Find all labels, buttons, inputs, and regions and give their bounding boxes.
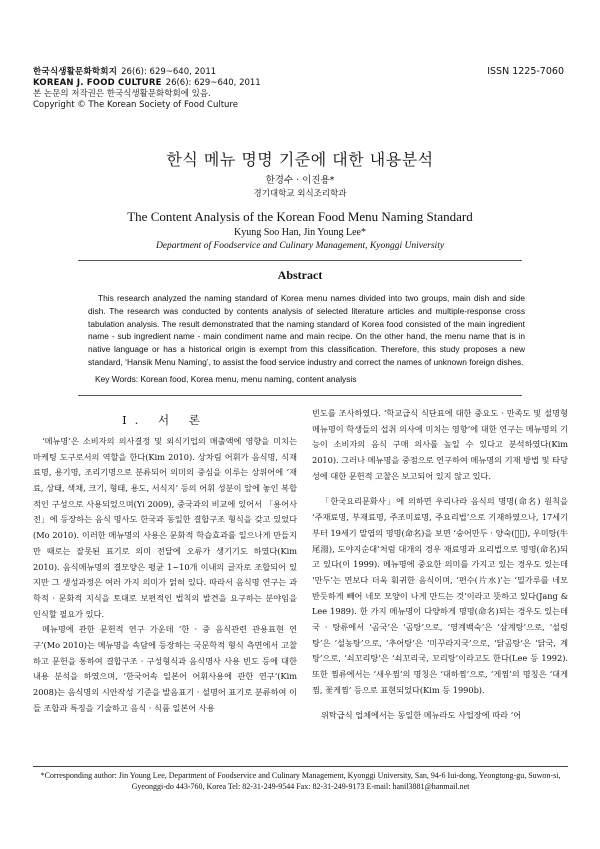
authors-en: Kyung Soo Han, Jin Young Lee* (234, 227, 366, 238)
right-column (312, 406, 568, 724)
abstract-top-rule (78, 260, 522, 261)
journal-name-en: KOREAN J. FOOD CULTURE (33, 78, 162, 88)
copyright-line: Copyright © The Korean Society of Food Culture (33, 100, 238, 110)
right-paragraph-2: 「한국요리문화사」에 의하면 우리나라 음식의 명명(命名) 원칙을 ‘주재료명, 부재료명, 주조미료명, 주요리법’으로 기재하였으나, 17세기부터 19세기 말엽의 명명(命名)을 보면 ‘숭어만두 · 양숙(𦡙熟), 우미탕(牛尾湯), 도야지순대’처럼 대개의 경우 재료명과 요리법으로 명명(命名)되고 있다(이 1999). 메뉴명에 중요한 의미를 가지고 있는 경우도 있는데 ‘만두’는 면보다 더욱 훠귀한 음식이며, ‘편수(片水)’는 ‘밀가루를 네모 반듯하게 빼어 네모 모양이 나게 만드는 것’이라고 뜻하고 있다(Jang & Lee 1989). 한 가지 메뉴명이 다양하게 명명(命名)되는 경우도 있는데 국 · 탕류에서 ‘곰국’은 ‘곰탕’으로, ‘영계백숙’은 ‘삼계탕’으로, ‘설렁탕’은 ‘설농탕’으로, ‘추어탕’은 ‘미꾸라지국’으로, ‘닭곰탕’은 ‘닭국, 계탕’으로, ‘쇠꼬리탕’은 ‘쇠꼬리국, 꼬리탕’이라고도 한다(Lee 등 1992). 또한 찜류에서는 ‘새우찜’의 명칭은 ‘대하찜’으로, ‘게찜’의 명칭은 ‘대게찜, 꽃게찜’ 등으로 표현되었다(Kim 등 1990b). (312, 496, 568, 695)
left-paragraph-1: ‘메뉴명’은 소비자의 의사결정 및 외식기업의 매출액에 영향을 미치는 마케팅 도구로서의 역할을 한다(Kim 2010). 상차림 어휘가 음식명, 식재료명, 용기명, 조리기명으로 분류되어 의미의 중심을 이루는 상위어에 ‘재료, 상태, 색채, 크기, 형태, 용도, 서식지’ 등의 어휘 성분이 앞에 놓인 복합적인 구성으로 사용되었으며(Yi 2009), 중국과의 비교에 있어서 「용어사전」에 등장하는 음식 명사도 한국과 동일한 결합구조 형식을 갖고 있었다(Mo 2010). 이러한 메뉴명의 사용은 문화적 학습효과를 일으나게 만들지만 때로는 잘못된 표기로 의미 전달에 오류가 생기기도 하였다(Kim 2010). 음식메뉴명의 결모양은 평균 1~10개 이내의 글자로 조합되어 있지만 그 생성과정은 여러 가지 의미가 얽혀 있다. 따라서 음식명 연구는 과학적 · 문화적 지식을 토대로 보편적인 법칙의 발견을 요구하는 분야임을 인식할 필요가 있다. (33, 436, 297, 619)
journal-line-en (33, 78, 261, 89)
affiliation-kr: 경기대학교 외식조리학과 (253, 189, 347, 199)
copyright-notice-kr: 본 논문의 저작권은 한국식생활문화학회에 있음. (33, 89, 211, 99)
affiliation-en: Department of Foodservice and Culinary Management, Kyonggi University (155, 241, 445, 251)
section-heading: I. 서 론 (122, 413, 208, 427)
corresponding-author-footnote: *Corresponding author: Jin Young Lee, Department of Foodservice and Culinary Management, Kyonggi University, San, 94-6 Iui-dong, Yeongtong-gu, Suwon-si, Gyeonggi-do 443-760, Korea Tel: 82-31-249-9544 Fax: 82-31-249-9173 E-mail: hanil3881@hanmail.net (40, 771, 561, 791)
abstract-text: This research analyzed the naming standard of Korea menu names divided into two groups, main dish and side dish. The research was conducted by contents analysis of selected literature articles and multiple-response cross tabulation analysis. The result demonstrated that the naming standard of Korea food consisted of the main ingredient name - sub ingredient name - main condiment name and main recipe. On the other hand, the menu name that is in native language or has a historical origin is exempt from this classification. Therefore, this study proposes a new standard, ‘Hansik Menu Naming’, to assist the food service industry and correct the names of unknown foreign dishes. (88, 293, 525, 367)
article-title-kr: 한식 메뉴 명명 기준에 대한 내용분석 (166, 150, 434, 169)
authors-kr: 한경수 · 이진용* (265, 175, 335, 186)
journal-line-kr (33, 67, 261, 78)
left-column (33, 434, 297, 716)
journal-header (33, 67, 261, 111)
abstract-bottom-rule (78, 395, 522, 396)
right-paragraph-1: 빈도를 조사하였다. ‘학교급식 식단표에 대한 중요도 · 만족도 및 설명형 메뉴명이 학생들의 섭취 의사에 미치는 영향’에 대한 연구는 메뉴명의 기능이 소비자의 음식 구매 의사를 높일 수 있다고 분석하였다(Kim 2010). 그러나 메뉴명을 중점으로 연구하여 메뉴명의 기재 방법 및 타당성에 대한 문헌적 고찰은 보고되어 있지 않고 있다. (312, 408, 568, 481)
footnote-rule (33, 766, 568, 767)
keywords: Key Words: Korean food, Korea menu, menu naming, content analysis (95, 374, 357, 384)
abstract-body (88, 292, 525, 369)
article-title-en: The Content Analysis of the Korean Food Menu Naming Standard (127, 209, 473, 224)
journal-name-kr: 한국식생활문화학회지 (33, 67, 118, 77)
journal-volume-en: 26(6): 629~640, 2011 (165, 78, 261, 88)
abstract-heading: Abstract (277, 268, 323, 282)
right-paragraph-3: 위탁급식 업체에서는 동일한 메뉴라도 사업장에 따라 ‘어 (321, 710, 522, 721)
journal-volume-kr: 26(6): 629~640, 2011 (121, 67, 217, 77)
issn: ISSN 1225-7060 (487, 66, 564, 77)
left-paragraph-2: 메뉴명에 관한 문헌적 연구 가운데 ‘한 · 중 음식관련 관용표현 연구’(Mo 2010)는 메뉴명을 속담에 등장하는 국문학적 형식 측면에서 고찰하고 문헌을 통하여 결합구조 · 구성형식과 음식명사 사용 빈도 등에 대한 내용 분석을 하였으며, ‘한국어속 일본어 어휘사용에 관한 연구’(Kim 2008)는 음식명의 시안작성 기준을 발음표기 · 설명어 표기로 분류하여 이들 조합과 특징을 기술하고 음식 · 식품 일본어 사용 (33, 624, 297, 713)
